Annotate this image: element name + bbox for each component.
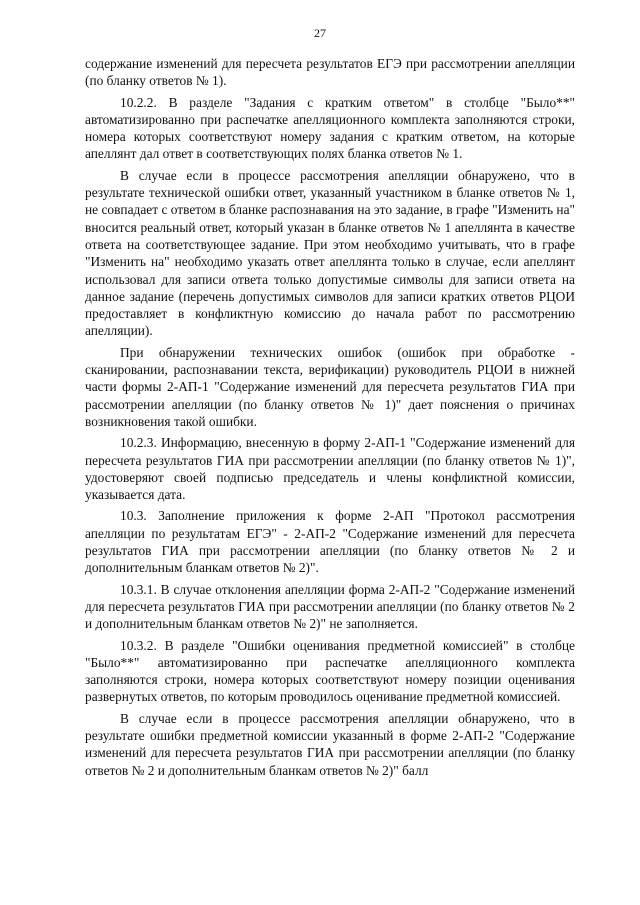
paragraph: В случае если в процессе рассмотрения апелляции обнаружено, что в результате технической ошибки ответ, указанный участником в бланке ответов № 1, не совпадает с ответом в бланке распознавания на это задание, в графе "Изменить на" вносится реальный ответ, который указан в бланке ответов № 1 апеллянта в качестве ответа на соответствующее задание. При этом необходимо учитывать, что в графе "Изменить на" необходимо указать ответ апеллянта только в случае, если апеллянт использовал для записи ответа только допустимые символы для записи ответа на данное задание (перечень допустимых символов для записи кратких ответов РЦОИ предоставляет в конфликтную комиссию до начала работ по рассмотрению апелляции). <box>85 167 575 339</box>
paragraph: содержание изменений для пересчета результатов ЕГЭ при рассмотрении апелляции (по бланку ответов № 1). <box>85 56 575 89</box>
paragraph: 10.2.3. Информацию, внесенную в форму 2-АП-1 "Содержание изменений для пересчета результатов ГИА при рассмотрении апелляции (по бланку ответов № 1)", удостоверяют своей подписью председатель и члены конфликтной комиссии, указывается дата. <box>85 435 575 503</box>
paragraph: 10.2.2. В разделе "Задания с кратким ответом" в столбце "Было**" автоматизированно при распечатке апелляционного комплекта заполняются строки, номера которых соответствуют номеру задания с кратким ответом, на которые апеллянт дал ответ в соответствующих полях бланка ответов № 1. <box>85 94 575 162</box>
page-number: 27 <box>314 26 326 40</box>
paragraph: 10.3.1. В случае отклонения апелляции форма 2-АП-2 "Содержание изменений для пересчета результатов ГИА при рассмотрении апелляции (по бланку ответов № 2 и дополнительным бланкам ответов № 2)" не заполняется. <box>85 581 575 632</box>
paragraph: 10.3.2. В разделе "Ошибки оценивания предметной комиссией" в столбце "Было**" автоматизированно при распечатке апелляционного комплекта заполняются строки, номера которых соответствуют номеру позиции оценивания развернутых ответов, по которым проводилось оценивание предметной комиссией. <box>85 637 575 705</box>
paragraph: В случае если в процессе рассмотрения апелляции обнаружено, что в результате ошибки предметной комиссии указанный в форме 2-АП-2 "Содержание изменений для пересчета результатов ГИА при рассмотрении апелляции (по бланку ответов № 2 и дополнительным бланкам ответов № 2)" балл <box>85 710 575 778</box>
paragraph: При обнаружении технических ошибок (ошибок при обработке - сканировании, распознавании текста, верификации) руководитель РЦОИ в нижней части формы 2-АП-1 "Содержание изменений для пересчета результатов ГИА при рассмотрении апелляции (по бланку ответов № 1)" дает пояснения о причинах возникновения такой ошибки. <box>85 344 575 429</box>
paragraph: 10.3. Заполнение приложения к форме 2-АП "Протокол рассмотрения апелляции по результатам ЕГЭ" - 2-АП-2 "Содержание изменений для пересчета результатов ГИА при рассмотрении апелляции (по бланку ответов № 2 и дополнительным бланкам ответов № 2)". <box>85 508 575 576</box>
document-body <box>85 55 575 783</box>
